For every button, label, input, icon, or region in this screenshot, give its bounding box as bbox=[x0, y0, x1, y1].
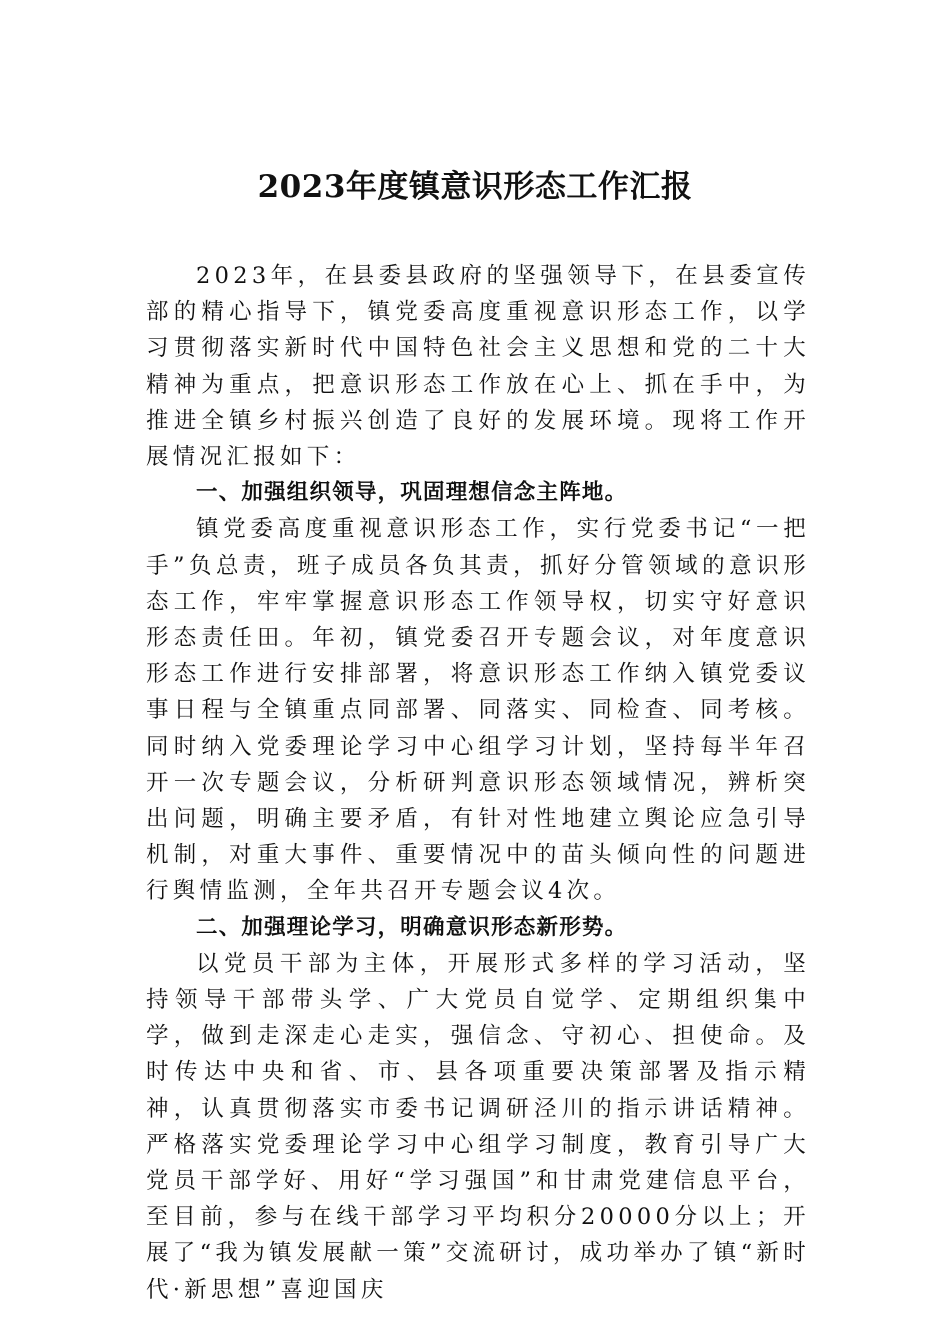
intro-paragraph: 2023年，在县委县政府的坚强领导下，在县委宣传部的精心指导下，镇党委高度重视意识形态工作，以学习贯彻落实新时代中国特色社会主义思想和党的二十大精神为重点，把意识形态工作放在心上、抓在手中，为推进全镇乡村振兴创造了良好的发展环境。现将工作开展情况汇报如下： bbox=[146, 263, 810, 471]
section-1-heading: 一、加强组织领导，巩固理想信念主阵地。 bbox=[196, 480, 628, 506]
section-1-paragraph: 镇党委高度重视意识形态工作，实行党委书记“一把手”负总责，班子成员各负其责，抓好分管领域的意识形态工作，牢牢掌握意识形态工作领导权，切实守好意识形态责任田。年初，镇党委召开专题会议，对年度意识形态工作进行安排部署，将意识形态工作纳入镇党委议事日程与全镇重点同部署、同落实、同检查、同考核。同时纳入党委理论学习中心组学习计划，坚持每半年召开一次专题会议，分析研判意识形态领域情况，辨析突出问题，明确主要矛盾，有针对性地建立舆论应急引导机制，对重大事件、重要情况中的苗头倾向性的问题进行舆情监测，全年共召开专题会议4次。 bbox=[146, 516, 810, 905]
document-title: 2023年度镇意识形态工作汇报 bbox=[257, 169, 693, 205]
document-body bbox=[146, 258, 810, 1308]
section-2-heading: 二、加强理论学习，明确意识形态新形势。 bbox=[196, 914, 628, 940]
section-2-paragraph: 以党员干部为主体，开展形式多样的学习活动，坚持领导干部带头学、广大党员自觉学、定期组织集中学，做到走深走心走实，强信念、守初心、担使命。及时传达中央和省、市、县各项重要决策部署及指示精神，认真贯彻落实市委书记调研泾川的指示讲话精神。严格落实党委理论学习中心组学习制度，教育引导广大党员干部学好、用好“学习强国”和甘肃党建信息平台，至目前，参与在线干部学习平均积分20000分以上；开展了“我为镇发展献一策”交流研讨，成功举办了镇“新时代·新思想”喜迎国庆 bbox=[146, 950, 810, 1303]
